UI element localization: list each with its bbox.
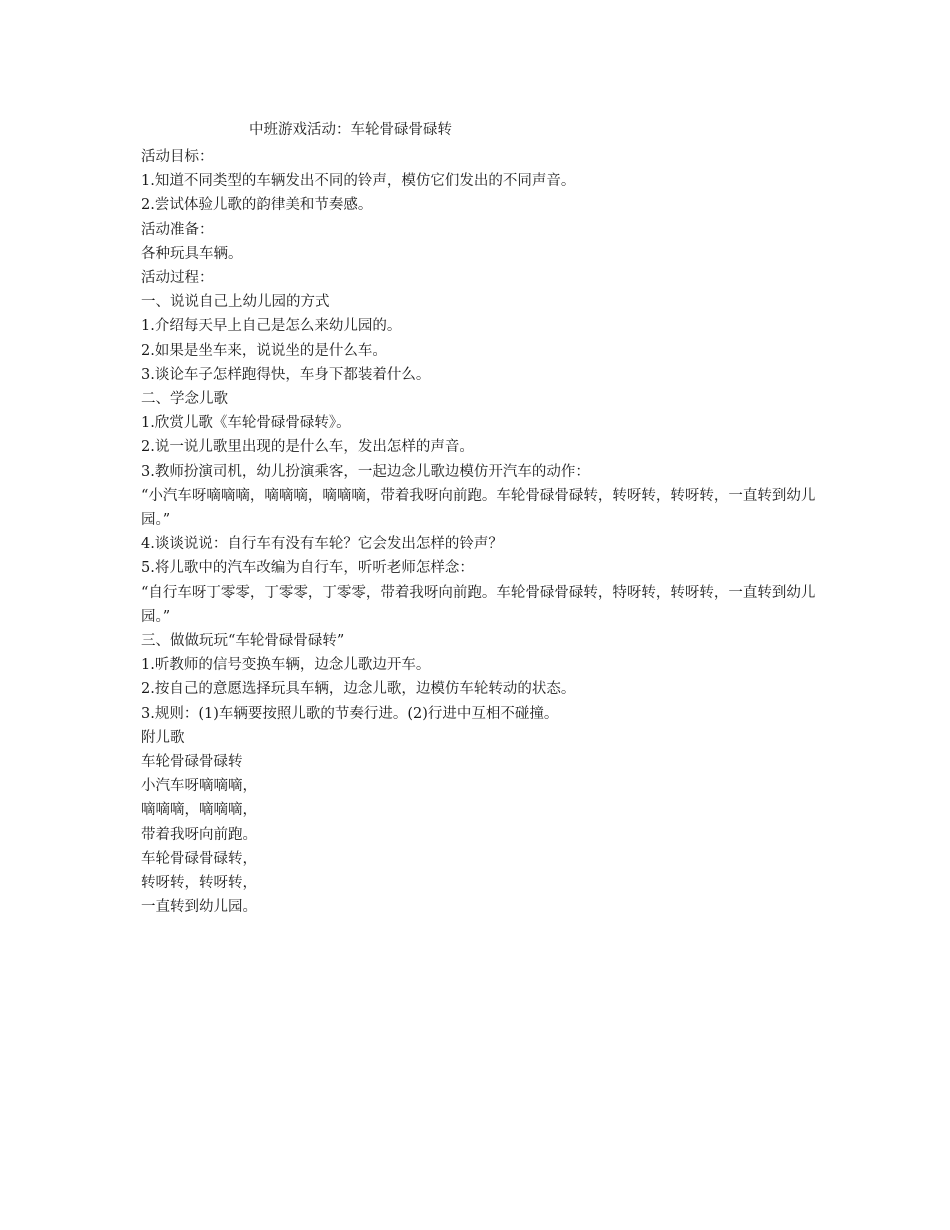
process-item: 3.谈论车子怎样跑得快，车身下都装着什么。 [141,366,431,383]
rhyme-quote: “小汽车呀嘀嘀嘀，嘀嘀嘀，嘀嘀嘀，带着我呀向前跑。车轮骨碌骨碌转，转呀转，转呀转，一直转到幼儿园。” [141,487,816,529]
rhyme-line: 带着我呀向前跑。 [141,826,257,843]
heading-goals: 活动目标： [141,149,214,165]
preparation-text: 各种玩具车辆。 [141,245,243,262]
goal-item: 1.知道不同类型的车辆发出不同的铃声，模仿它们发出的不同声音。 [141,173,576,190]
document-body [141,145,821,920]
process-item: 3.教师扮演司机，幼儿扮演乘客，一起边念儿歌边模仿开汽车的动作： [141,463,590,480]
heading-preparation: 活动准备： [141,221,214,238]
process-item: 5.将儿歌中的汽车改编为自行车，听听老师怎样念： [141,560,474,577]
appendix-heading: 附儿歌 [141,729,185,746]
process-item: 1.欣赏儿歌《车轮骨碌骨碌转》。 [141,415,351,432]
process-item: 2.说一说儿歌里出现的是什么车，发出怎样的声音。 [141,439,474,456]
heading-process: 活动过程： [141,270,214,287]
document-title: 中班游戏活动：车轮骨碌骨碌转 [249,122,452,138]
goal-item: 2.尝试体验儿歌的韵律美和节奏感。 [141,197,373,214]
section-heading: 三、做做玩玩“车轮骨碌骨碌转” [141,633,345,650]
section-heading: 一、说说自己上幼儿园的方式 [141,294,330,311]
process-item: 1.听教师的信号变换车辆，边念儿歌边开车。 [141,657,431,674]
rhyme-title: 车轮骨碌骨碌转 [141,754,243,771]
process-item: 2.按自己的意愿选择玩具车辆，边念儿歌，边模仿车轮转动的状态。 [141,681,576,698]
process-item: 2.如果是坐车来，说说坐的是什么车。 [141,342,387,359]
process-item: 3.规则：(1)车辆要按照儿歌的节奏行进。(2)行进中互相不碰撞。 [141,705,559,722]
rhyme-line: 车轮骨碌骨碌转， [141,850,257,867]
process-item: 4.谈谈说说：自行车有没有车轮？它会发出怎样的铃声？ [141,536,503,553]
process-item: 1.介绍每天早上自己是怎么来幼儿园的。 [141,318,402,335]
rhyme-quote: “自行车呀丁零零，丁零零，丁零零，带着我呀向前跑。车轮骨碌骨碌转，特呀转，转呀转，一直转到幼儿园。” [141,584,816,625]
section-heading: 二、学念儿歌 [141,391,228,408]
rhyme-line: 一直转到幼儿园。 [141,899,257,916]
rhyme-line: 小汽车呀嘀嘀嘀， [141,778,257,795]
rhyme-line: 转呀转，转呀转， [141,875,257,892]
rhyme-line: 嘀嘀嘀，嘀嘀嘀， [141,802,257,819]
